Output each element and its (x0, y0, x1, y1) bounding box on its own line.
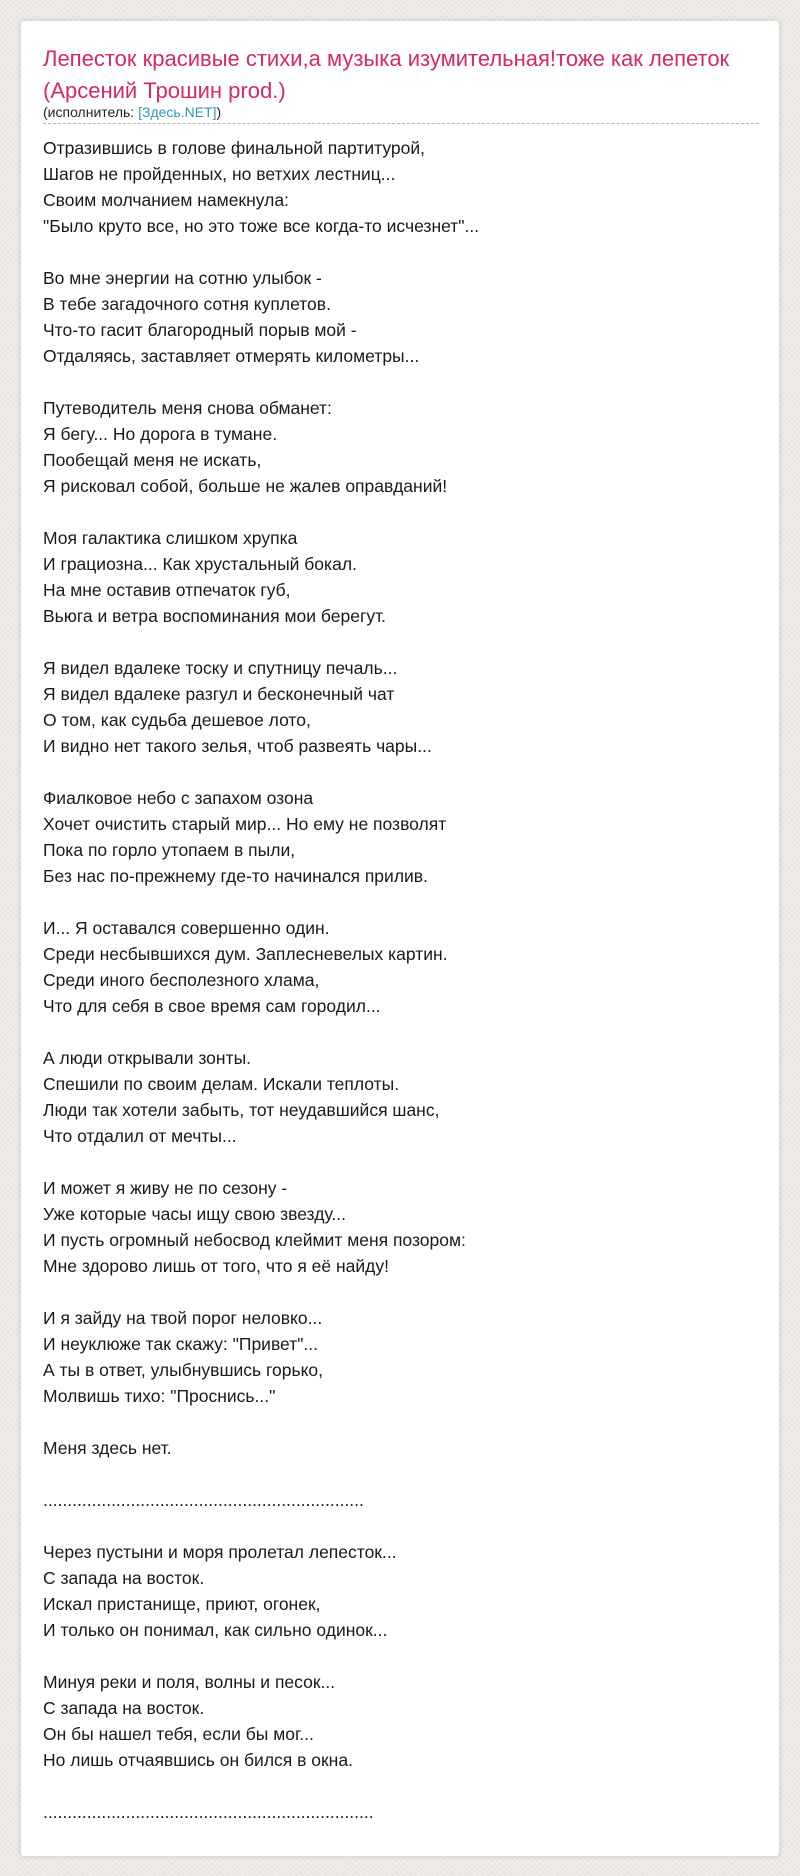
lyric-line: .................................................................. (43, 1490, 364, 1510)
lyric-line: Спешили по своим делам. Искали теплоты. (43, 1074, 400, 1094)
header-divider (43, 123, 759, 124)
lyric-line: Без нас по-прежнему где-то начинался прилив. (43, 866, 428, 886)
lyric-line: И грациозна... Как хрустальный бокал. (43, 554, 357, 574)
stanza-gap (43, 1773, 759, 1799)
lyric-line: И только он понимал, как сильно одинок... (43, 1620, 388, 1640)
lyric-line: Через пустыни и моря пролетал лепесток... (43, 1542, 397, 1562)
stanza-gap (43, 629, 759, 655)
lyric-line: Люди так хотели забыть, тот неудавшийся шанс, (43, 1100, 440, 1120)
lyric-line: И видно нет такого зелья, чтоб развеять чары... (43, 736, 432, 756)
stanza-gap (43, 759, 759, 785)
lyric-line: Отдаляясь, заставляет отмерять километры... (43, 346, 420, 366)
stanza-gap (43, 369, 759, 395)
lyric-line: И я зайду на твой порог неловко... (43, 1308, 323, 1328)
stanza-gap (43, 1409, 759, 1435)
lyric-line: Он бы нашел тебя, если бы мог... (43, 1724, 314, 1744)
lyric-line: Среди иного бесполезного хлама, (43, 970, 320, 990)
lyric-line: Среди несбывшихся дум. Заплесневелых картин. (43, 944, 448, 964)
lyric-line: Фиалковое небо с запахом озона (43, 788, 314, 808)
stanza-gap (43, 889, 759, 915)
song-title: Лепесток красивые стихи,а музыка изумительная!тоже как лепеток (Арсений Трошин prod.) (43, 46, 730, 103)
lyric-line: Что отдалил от мечты... (43, 1126, 237, 1146)
lyric-line: Я рисковал собой, больше не жалев оправданий! (43, 476, 448, 496)
stanza-gap (43, 1643, 759, 1669)
lyric-line: Искал пристанище, приют, огонек, (43, 1594, 321, 1614)
lyric-line: Отразившись в голове финальной партитурой, (43, 138, 426, 158)
lyric-line: Минуя реки и поля, волны и песок... (43, 1672, 336, 1692)
lyric-line: Уже которые часы ищу свою звезду... (43, 1204, 346, 1224)
lyric-line: Пообещай меня не искать, (43, 450, 262, 470)
lyric-line: На мне оставив отпечаток губ, (43, 580, 291, 600)
lyric-line: Я бегу... Но дорога в тумане. (43, 424, 278, 444)
stanza-gap (43, 1019, 759, 1045)
lyric-line: Хочет очистить старый мир... Но ему не позволят (43, 814, 447, 834)
lyric-line: Я видел вдалеке разгул и бесконечный чат (43, 684, 395, 704)
stanza-gap (43, 1513, 759, 1539)
artist-link[interactable]: [Здесь.NET] (138, 104, 217, 120)
lyric-line: Вьюга и ветра воспоминания мои берегут. (43, 606, 387, 626)
lyric-line: Но лишь отчаявшись он бился в окна. (43, 1750, 353, 1770)
lyric-line: Моя галактика слишком хрупка (43, 528, 298, 548)
lyrics-text (43, 135, 759, 1825)
lyric-line: Своим молчанием намекнула: (43, 190, 289, 210)
lyric-line: И неуклюже так скажу: "Привет"... (43, 1334, 319, 1354)
artist-line (43, 103, 221, 121)
lyric-line: Я видел вдалеке тоску и спутницу печаль... (43, 658, 398, 678)
lyric-line: Мне здорово лишь от того, что я её найду! (43, 1256, 390, 1276)
lyric-line: И пусть огромный небосвод клеймит меня позором: (43, 1230, 466, 1250)
lyric-line: И... Я оставался совершенно один. (43, 918, 330, 938)
lyric-line: Шагов не пройденных, но ветхих лестниц... (43, 164, 396, 184)
lyric-line: "Было круто все, но это тоже все когда-то исчезнет"... (43, 216, 480, 236)
lyric-line: А ты в ответ, улыбнувшись горько, (43, 1360, 324, 1380)
lyric-line: С запада на восток. (43, 1698, 205, 1718)
stanza-gap (43, 499, 759, 525)
lyric-line: С запада на восток. (43, 1568, 205, 1588)
lyric-line: Путеводитель меня снова обманет: (43, 398, 332, 418)
stanza-gap (43, 1149, 759, 1175)
lyric-line: И может я живу не по сезону - (43, 1178, 288, 1198)
lyric-line: .................................................................... (43, 1802, 374, 1822)
artist-suffix: ) (216, 104, 222, 120)
lyric-line: Что-то гасит благородный порыв мой - (43, 320, 357, 340)
lyric-line: О том, как судьба дешевое лото, (43, 710, 311, 730)
lyrics-card (20, 20, 780, 1857)
lyric-line: Молвишь тихо: "Проснись..." (43, 1386, 276, 1406)
lyric-line: А люди открывали зонты. (43, 1048, 252, 1068)
stanza-gap (43, 1279, 759, 1305)
lyric-line: В тебе загадочного сотня куплетов. (43, 294, 331, 314)
lyric-line: Меня здесь нет. (43, 1438, 172, 1458)
stanza-gap (43, 1461, 759, 1487)
lyric-line: Во мне энергии на сотню улыбок - (43, 268, 322, 288)
artist-prefix: (исполнитель: (43, 104, 139, 120)
stanza-gap (43, 239, 759, 265)
lyric-line: Что для себя в свое время сам городил... (43, 996, 381, 1016)
lyric-line: Пока по горло утопаем в пыли, (43, 840, 296, 860)
